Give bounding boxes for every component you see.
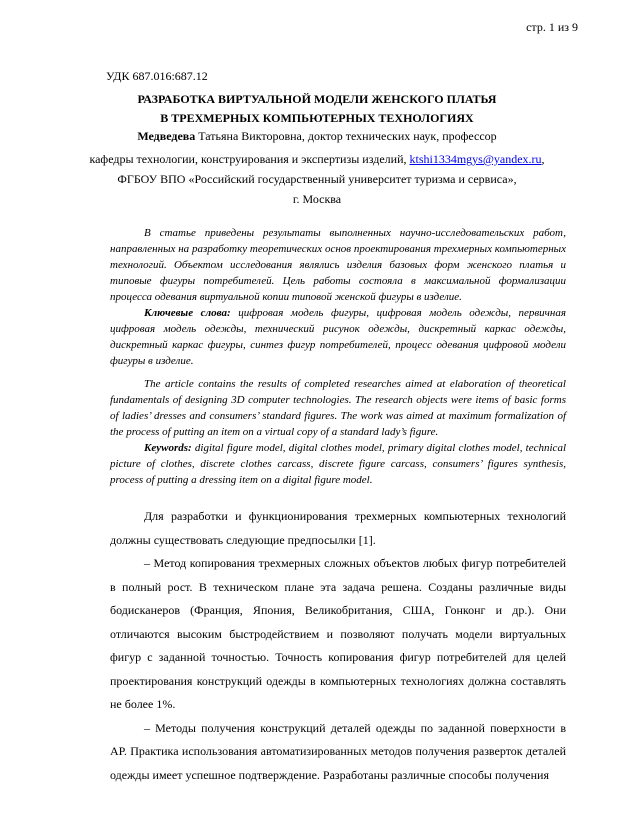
body-paragraph-3: – Методы получения конструкций деталей одежды по заданной поверхности в АР. Практика использования автоматизированных методов получения разверток деталей одежды имеет успешное подтверждение. Разработаны различные способы получения bbox=[110, 720, 566, 782]
body-paragraph-2: – Метод копирования трехмерных сложных объектов любых фигур потребителей в полный рост. В техническом плане эта задача решена. Созданы различные виды бодисканеров (Франция, Япония, Великобритания, США, Гонконг и др.). Они отличаются высоким быстродействием и позволяют получать модели виртуальных фигур с заданной точностью. Точность копирования фигур потребителей для целей проектирования конструкций одежды в компьютерных технологиях должна составлять не более 1%. bbox=[110, 556, 566, 711]
keywords-en-label: Keywords: bbox=[144, 442, 192, 454]
abstract-en-text: The article contains the results of completed researches aimed at elaboration of theoretical fundamentals of designing 3D computer technologies. The research objects were items of basic forms of ladies’ dresses and consumers’ standard figures. The work was aimed at maximum formalization of the process of putting an item on a virtual copy of a standard lady’s figure. bbox=[110, 378, 566, 438]
main-body bbox=[110, 505, 566, 787]
keywords-en bbox=[110, 440, 566, 488]
email-suffix: , bbox=[541, 152, 545, 166]
body-paragraph-1: Для разработки и функционирования трехмерных компьютерных технологий должны существовать следующие предпосылки [1]. bbox=[110, 509, 566, 547]
author-department bbox=[0, 152, 634, 167]
email-link[interactable]: ktshi1334mgys@yandex.ru bbox=[409, 152, 542, 166]
department-text: кафедры технологии, конструирования и экспертизы изделий, bbox=[89, 152, 410, 166]
page-number: стр. 1 из 9 bbox=[526, 20, 578, 34]
keywords-en-text: digital figure model, digital clothes model, primary digital clothes model, technical picture of clothes, discrete clothes carcass, discrete figure carcass, consumers’ figures synthesis, process of putting a dressing item on a digital figure model. bbox=[110, 442, 566, 486]
title-line-1: РАЗРАБОТКА ВИРТУАЛЬНОЙ МОДЕЛИ ЖЕНСКОГО ПЛАТЬЯ bbox=[137, 92, 497, 106]
abstract-russian bbox=[110, 225, 566, 369]
author-details: Татьяна Викторовна, доктор технических наук, профессор bbox=[195, 129, 497, 143]
author-surname: Медведева bbox=[137, 129, 196, 143]
title-line-2: В ТРЕХМЕРНЫХ КОМПЬЮТЕРНЫХ ТЕХНОЛОГИЯХ bbox=[160, 111, 474, 125]
author-organization: ФГБОУ ВПО «Российский государственный университет туризма и сервиса», bbox=[117, 172, 517, 186]
keywords-ru-label: Ключевые слова: bbox=[144, 307, 231, 319]
author-line bbox=[0, 129, 634, 144]
abstract-english bbox=[110, 376, 566, 488]
abstract-ru-text: В статье приведены результаты выполненных научно-исследовательских работ, направленных на разработку теоретических основ проектирования трехмерных компьютерных технологий. Объектом исследования являлись изделия базовых форм женского платья и типовые фигуры потребителей. Цель работы состояла в максимальной формализации процесса одевания виртуальной копии типовой женской фигуры в изделие. bbox=[110, 227, 566, 303]
author-city: г. Москва bbox=[292, 192, 342, 206]
keywords-ru bbox=[110, 305, 566, 369]
udk-code: УДК 687.016:687.12 bbox=[106, 69, 208, 83]
keywords-ru-text: цифровая модель фигуры, цифровая модель одежды, первичная цифровая модель одежды, технический рисунок одежды, дискретный каркас одежды, дискретный каркас фигуры, синтез фигур потребителей, процесс одевания цифровой модели фигуры в изделие. bbox=[110, 307, 566, 367]
